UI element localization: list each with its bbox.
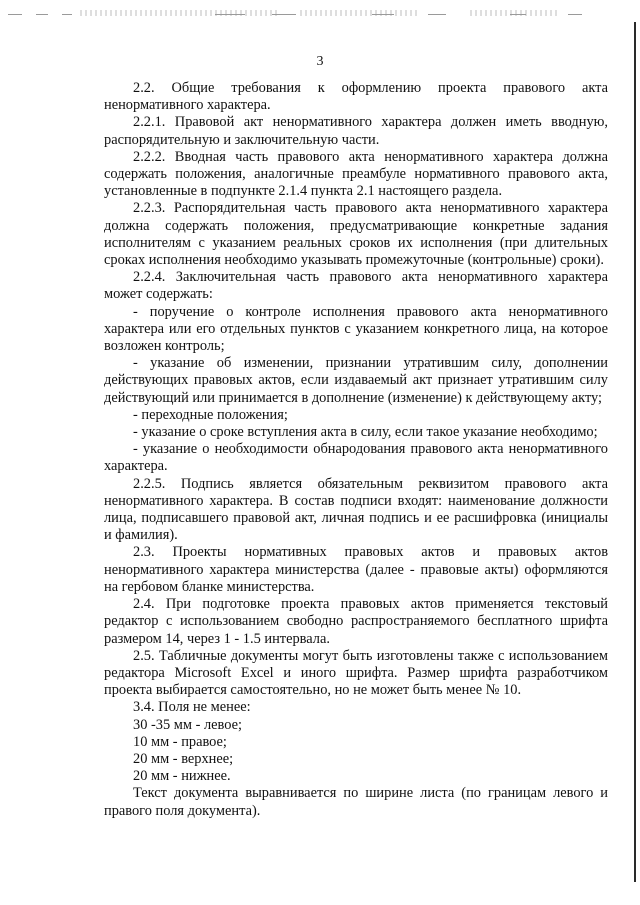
scan-dash	[372, 14, 394, 15]
paragraph-2-3: 2.3. Проекты нормативных правовых актов и правовых актов ненормативного характера министерства (далее - правовые акты) оформляются на гербовом бланке министерства.	[104, 544, 608, 595]
page-number: 3	[316, 54, 324, 69]
paragraph-2-4: 2.4. При подготовке проекта правовых актов применяется текстовый редактор с использованием свободно распространяемого бесплатного шрифта размером 14, через 1 - 1.5 интервала.	[104, 596, 608, 647]
scan-dash	[215, 14, 245, 15]
list-item-transitional: - переходные положения;	[133, 406, 288, 423]
paragraph-2-2-3: 2.2.3. Распорядительная часть правового акта ненормативного характера должна содержать положения, предусматривающие конкретные задания исполнителям с указанием реальных сроков их исполнения (при длительных сроках исполнения необходимо указывать промежуточные (контрольные) сроки).	[104, 200, 608, 269]
list-item-control: - поручение о контроле исполнения правового акта ненормативного характера или его отдельных пунктов с указанием конкретного лица, на которое возложен контроль;	[104, 303, 608, 355]
scan-noise	[470, 10, 560, 16]
scan-edge-right	[634, 22, 636, 882]
document-body	[104, 80, 608, 820]
margin-bottom: 20 мм - нижнее.	[133, 768, 231, 785]
scan-noise	[80, 10, 280, 16]
paragraph-2-2-1: 2.2.1. Правовой акт ненормативного характера должен иметь вводную, распорядительную и заключительную части.	[104, 114, 608, 148]
scan-dash	[62, 14, 72, 15]
scan-dash	[272, 14, 296, 15]
list-item-changes: - указание об изменении, признании утратившим силу, дополнении действующих правовых актов, если издаваемый акт признает утратившим силу действующий или принимается в дополнение (изменение) к действующему акту;	[104, 355, 608, 406]
paragraph-2-2-4: 2.2.4. Заключительная часть правового акта ненормативного характера может содержать:	[104, 269, 608, 303]
paragraph-section-2-2: 2.2. Общие требования к оформлению проекта правового акта ненормативного характера.	[104, 80, 608, 114]
paragraph-2-2-5: 2.2.5. Подпись является обязательным реквизитом правового акта ненормативного характера. В состав подписи входят: наименование должности лица, подписавшего правовой акт, личная подпись и ее расшифровка (инициалы и фамилия).	[104, 475, 608, 544]
scan-dash	[510, 14, 526, 15]
margin-right: 10 мм - правое;	[133, 733, 227, 750]
paragraph-2-2-2: 2.2.2. Вводная часть правового акта ненормативного характера должна содержать положения, аналогичные преамбуле нормативного правового акта, установленные в подпункте 2.1.4 пункта 2.1 настоящего раздела.	[104, 148, 608, 200]
scan-dash	[568, 14, 582, 15]
list-item-effective-date: - указание о сроке вступления акта в силу, если такое указание необходимо;	[133, 424, 598, 441]
scan-dash	[428, 14, 446, 15]
scan-dash	[36, 14, 48, 15]
paragraph-2-5: 2.5. Табличные документы могут быть изготовлены также с использованием редактора Microsoft Excel и иного шрифта. Размер шрифта разработчиком проекта выбирается самостоятельно, но не может быть менее № 10.	[104, 647, 608, 699]
paragraph-3-4: 3.4. Поля не менее:	[133, 699, 251, 716]
scan-dash	[8, 14, 22, 15]
paragraph-alignment: Текст документа выравнивается по ширине листа (по границам левого и правого поля документа).	[104, 785, 608, 819]
list-item-publication: - указание о необходимости обнародования правового акта ненормативного характера.	[104, 441, 608, 475]
margin-left: 30 -35 мм - левое;	[133, 716, 242, 733]
margin-top: 20 мм - верхнее;	[133, 750, 234, 767]
scan-artifact-top	[0, 8, 640, 22]
scan-noise	[300, 10, 420, 16]
